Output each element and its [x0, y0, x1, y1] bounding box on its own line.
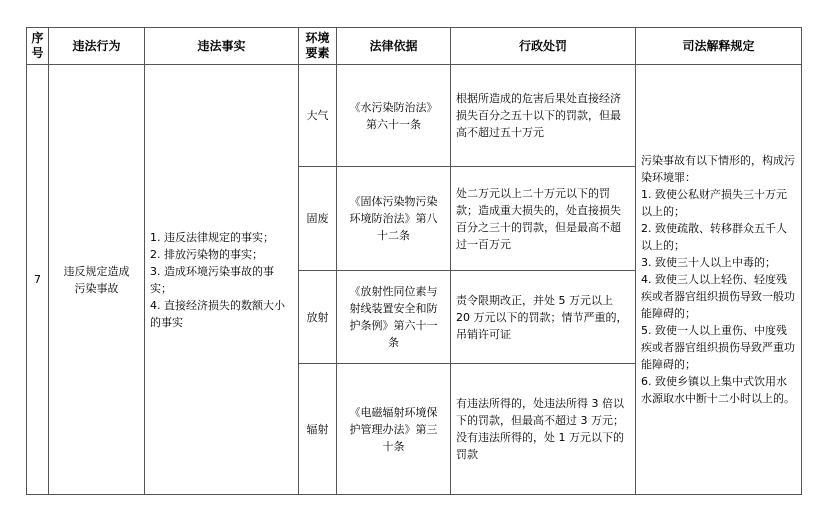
law-table: [26, 27, 802, 495]
case-facts: [145, 65, 299, 495]
case-judicial: [636, 65, 802, 495]
table-row: [27, 65, 802, 167]
element-cell: 放射: [299, 271, 337, 364]
header-element: 环境要素: [299, 28, 337, 65]
header-row: [27, 28, 802, 65]
element-cell: 辐射: [299, 364, 337, 495]
penalty-cell: 责令限期改正，并处 5 万元以上 20 万元以下的罚款；情节严重的，吊销许可证: [451, 271, 636, 364]
penalty-cell: 根据所造成的危害后果处直接经济损失百分之五十以下的罚款，但最高不超过五十万元: [451, 65, 636, 167]
element-cell: 固废: [299, 167, 337, 271]
header-basis: 法律依据: [337, 28, 451, 65]
basis-cell: 《固体污染物污染环境防治法》第八十二条: [337, 167, 451, 271]
case-facts-text: 1. 违反法律规定的事实； 2. 排放污染物的事实； 3. 造成环境污染事故的事实； 4. 直接经济损失的数额大小的事实: [150, 230, 285, 329]
header-facts: 违法事实: [145, 28, 299, 65]
header-behavior: 违法行为: [49, 28, 145, 65]
penalty-cell: 处二万元以上二十万元以下的罚款；造成重大损失的，处直接损失百分之三十的罚款，但是最高不超过一百万元: [451, 167, 636, 271]
element-cell: 大气: [299, 65, 337, 167]
basis-cell: 《水污染防治法》第六十一条: [337, 65, 451, 167]
case-seq: 7: [27, 65, 49, 495]
header-judicial: 司法解释规定: [636, 28, 802, 65]
penalty-cell: 有违法所得的，处违法所得 3 倍以下的罚款，但最高不超过 3 万元；没有违法所得的，处 1 万元以下的罚款: [451, 364, 636, 495]
basis-cell: 《放射性同位素与射线装置安全和防护条例》第六十一条: [337, 271, 451, 364]
basis-cell: 《电磁辐射环境保护管理办法》第三十条: [337, 364, 451, 495]
case-behavior: 违反规定造成污染事故: [49, 65, 145, 495]
header-seq: 序号: [27, 28, 49, 65]
header-penalty: 行政处罚: [451, 28, 636, 65]
case-judicial-text: 污染事故有以下情形的，构成污染环境罪： 1. 致使公私财产损失三十万元以上的； 2. 致使疏散、转移群众五千人以上的； 3. 致使三十人以上中毒的； 4. 致使三人以上轻伤、轻度残疾或者器官组织损伤导致一般功能障碍的； 5. 致使一人以上重伤、中度残疾或者器官组织损伤导致严重功能障碍的； 6. 致使乡镇以上集中式饮用水水源取水中断十二小时以上的。: [641, 154, 795, 405]
